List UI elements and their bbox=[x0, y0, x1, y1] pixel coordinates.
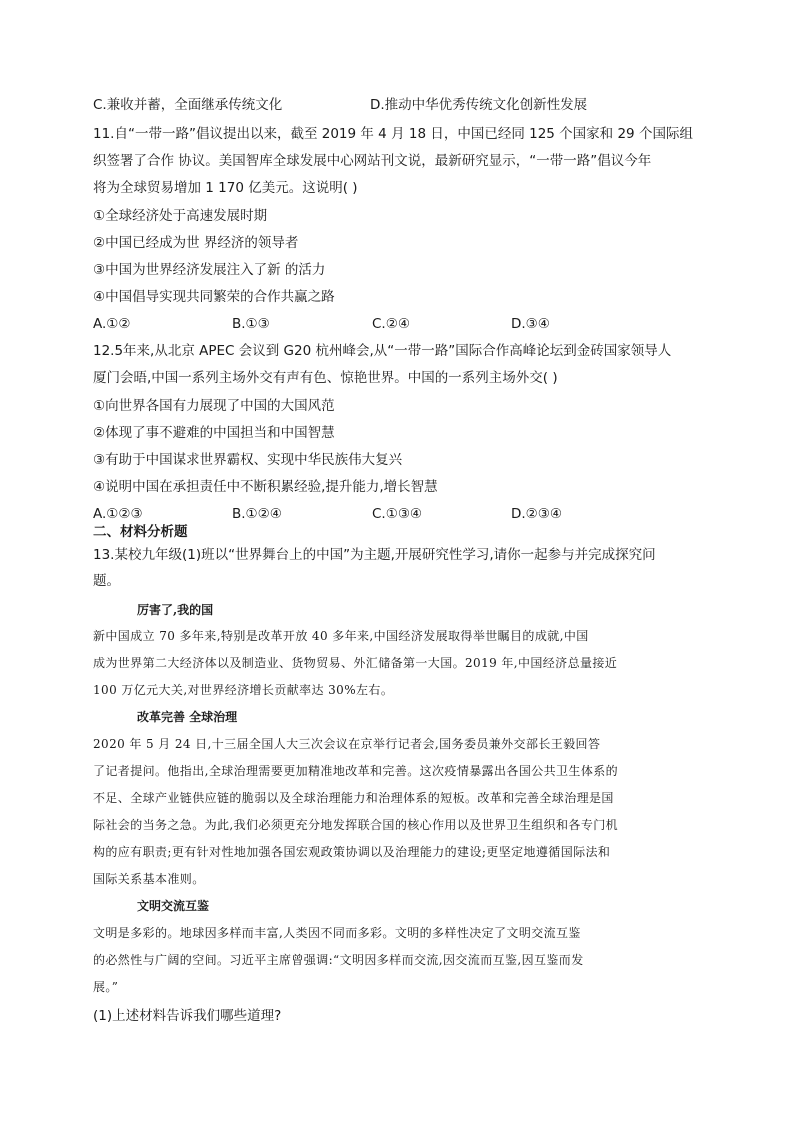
material-3-line-2: 的必然性与广阔的空间。习近平主席曾强调:“文明因多样而交流,因交流而互鉴,因互鉴而发 bbox=[93, 953, 584, 967]
q12-option-d: D.②③④ bbox=[511, 506, 562, 522]
q10-option-d: D.推动中华优秀传统文化创新性发展 bbox=[370, 97, 588, 113]
material-2-line-3: 不足、全球产业链供应链的脆弱以及全球治理能力和治理体系的短板。改革和完善全球治理是国 bbox=[93, 791, 614, 805]
q12-statement-3: ③有助于中国谋求世界霸权、实现中华民族伟大复兴 bbox=[93, 452, 403, 468]
material-2-line-2: 了记者提问。他指出,全球治理需要更加精准地改革和完善。这次疫情暴露出各国公共卫生体系的 bbox=[93, 764, 619, 778]
q12-option-c: C.①③④ bbox=[372, 506, 423, 522]
material-2-line-1: 2020 年 5 月 24 日,十三届全国人大三次会议在京举行记者会,国务委员兼外交部长王毅回答 bbox=[93, 737, 601, 751]
material-3-title: 文明交流互鉴 bbox=[137, 899, 210, 913]
q12-statement-2: ②体现了事不避难的中国担当和中国智慧 bbox=[93, 425, 335, 441]
material-2-line-6: 国际关系基本准则。 bbox=[93, 872, 205, 886]
q11-stem-line-3: 将为全球贸易增加 1 170 亿美元。这说明( ) bbox=[93, 180, 358, 196]
q13-subquestion-1: (1)上述材料告诉我们哪些道理? bbox=[93, 1008, 282, 1024]
material-1-line-2: 成为世界第二大经济体以及制造业、货物贸易、外汇储备第一大国。2019 年,中国经济总量接近 bbox=[93, 656, 618, 670]
section-title: 二、材料分析题 bbox=[93, 524, 188, 540]
q13-intro-line-2: 题。 bbox=[93, 573, 120, 589]
q10-option-c: C.兼收并蓄，全面继承传统文化 bbox=[93, 97, 283, 113]
material-3-line-3: 展。” bbox=[93, 980, 119, 994]
q11-option-c: C.②④ bbox=[372, 316, 410, 332]
q12-statement-4: ④说明中国在承担责任中不断积累经验,提升能力,增长智慧 bbox=[93, 479, 438, 495]
q11-option-d: D.③④ bbox=[511, 316, 550, 332]
q12-option-b: B.①②④ bbox=[232, 506, 282, 522]
q12-statement-1: ①向世界各国有力展现了中国的大国风范 bbox=[93, 398, 335, 414]
material-1-line-1: 新中国成立 70 多年来,特别是改革开放 40 多年来,中国经济发展取得举世瞩目的成就,中国 bbox=[93, 629, 589, 643]
material-2-line-4: 际社会的当务之急。为此,我们必须更充分地发挥联合国的核心作用以及世界卫生组织和各专门机 bbox=[93, 818, 619, 832]
q11-option-a: A.①② bbox=[93, 316, 131, 332]
q12-stem-line-1: 12.5年来,从北京 APEC 会议到 G20 杭州峰会,从“一带一路”国际合作高峰论坛到金砖国家领导人 bbox=[93, 343, 672, 359]
q11-statement-1: ①全球经济处于高速发展时期 bbox=[93, 208, 268, 224]
q11-statement-4: ④中国倡导实现共同繁荣的合作共赢之路 bbox=[93, 289, 335, 305]
material-1-line-3: 100 万亿元大关,对世界经济增长贡献率达 30%左右。 bbox=[93, 683, 394, 697]
q11-statement-2: ②中国已经成为世 界经济的领导者 bbox=[93, 235, 299, 251]
q11-stem-line-2: 织签署了合作 协议。美国智库全球发展中心网站刊文说，最新研究显示，“一带一路”倡议今年 bbox=[93, 153, 652, 169]
material-2-title: 改革完善 全球治理 bbox=[137, 710, 238, 724]
material-1-title: 厉害了,我的国 bbox=[137, 603, 214, 617]
q11-stem-line-1: 11.自“一带一路”倡议提出以来，截至 2019 年 4 月 18 日，中国已经同 125 个国家和 29 个国际组 bbox=[93, 126, 693, 142]
q13-intro-line-1: 13.某校九年级(1)班以“世界舞台上的中国”为主题,开展研究性学习,请你一起参与并完成探究问 bbox=[93, 547, 656, 563]
material-2-line-5: 构的应有职责;更有针对性地加强各国宏观政策协调以及治理能力的建设;更坚定地遵循国际法和 bbox=[93, 845, 611, 859]
q11-statement-3: ③中国为世界经济发展注入了新 的活力 bbox=[93, 262, 326, 278]
q12-option-a: A.①②③ bbox=[93, 506, 143, 522]
q11-option-b: B.①③ bbox=[232, 316, 270, 332]
q12-stem-line-2: 厦门会晤,中国一系列主场外交有声有色、惊艳世界。中国的一系列主场外交( ) bbox=[93, 370, 558, 386]
material-3-line-1: 文明是多彩的。地球因多样而丰富,人类因不同而多彩。文明的多样性决定了文明交流互鉴 bbox=[93, 926, 581, 940]
